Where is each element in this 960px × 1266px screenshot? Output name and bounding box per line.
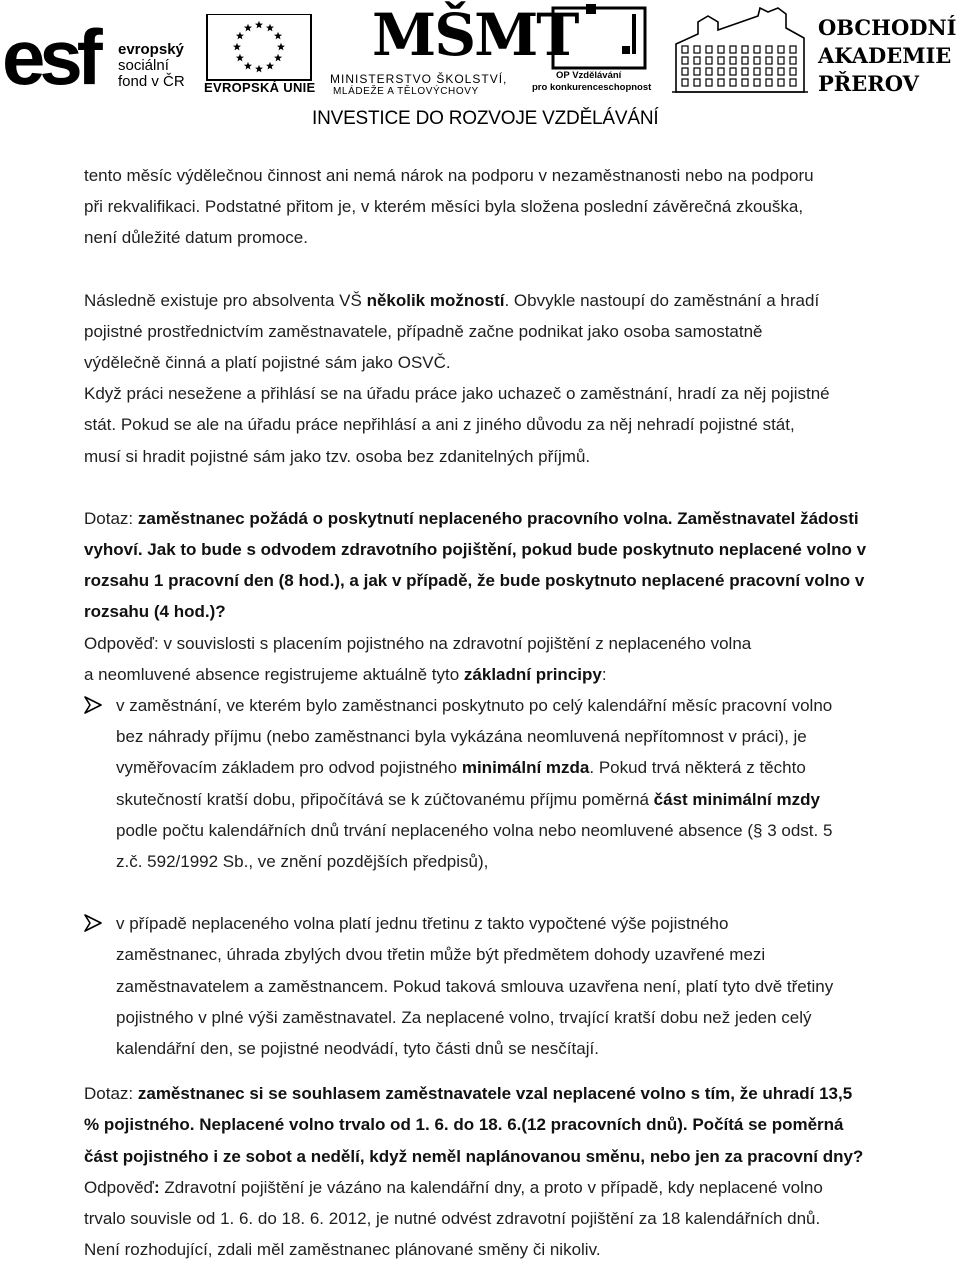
bullet-line: pojistného v plné výši zaměstnavatel. Za neplacené volno, trvající kratší dobu než jeden celý: [116, 1007, 812, 1027]
building-window-icon: [766, 79, 772, 86]
bold-run: vyhoví. Jak to bude s odvodem zdravotního pojištění, pokud bude poskytnuto neplacené volno v: [84, 540, 867, 560]
arrow-bullet-icon: [84, 914, 102, 932]
question-line: [84, 1078, 930, 1109]
building-window-icon: [742, 79, 748, 86]
msmt-mark: MŠMT: [372, 1, 578, 69]
text-run: a neomluvené absence registrujeme aktuálně tyto: [84, 664, 464, 684]
question-line: [84, 1141, 930, 1172]
building-window-icon: [742, 57, 748, 64]
esf-line3: fond v ČR: [118, 73, 185, 90]
bullet-line: [116, 784, 930, 815]
building-window-icon: [694, 68, 700, 75]
paragraph-line: při rekvalifikaci. Podstatné přitom je, v kterém měsíci byla složena poslední závěrečná zkouška,: [84, 197, 804, 217]
paragraph-line: výdělečně činná a platí pojistné sám jako OSVČ.: [84, 353, 451, 373]
text-run: vyměřovacím základem pro odvod pojistného: [116, 758, 462, 778]
text-run: . Obvykle nastoupí do zaměstnání a hradí: [504, 290, 820, 310]
question-line: [84, 565, 930, 596]
question-line: [84, 596, 930, 627]
building-window-icon: [730, 79, 736, 86]
text-run: Následně existuje pro absolventa VŠ: [84, 290, 367, 310]
oa-line2: AKADEMIE: [818, 43, 952, 68]
eu-caption: EVROPSKÁ UNIE: [204, 80, 316, 95]
bold-run: zaměstnanec si se souhlasem zaměstnavatele vzal neplacené volno s tím, že uhradí 13,5: [137, 1084, 853, 1104]
paragraph-line: stát. Pokud se ale na úřadu práce nepřihlásí a ani z jiného důvodu za něj nehradí pojistné stát,: [84, 415, 795, 435]
building-window-icon: [766, 57, 772, 64]
building-window-icon: [754, 68, 760, 75]
invest-caption: INVESTICE DO ROZVOJE VZDĚLÁVÁNÍ: [312, 108, 659, 129]
esf-line1: evropský: [118, 41, 184, 58]
text-run: :: [601, 664, 607, 684]
esf-words: [118, 42, 185, 90]
building-window-icon: [694, 57, 700, 64]
spacer: [84, 1064, 930, 1078]
opvk-line2: pro konkurenceschopnost: [532, 82, 652, 93]
school-building-icon: [668, 4, 812, 96]
bold-run: rozsahu 1 pracovní den (8 hod.), a jak v případě, že bude poskytnuto neplacené pracovní volno v: [84, 571, 865, 591]
document-body: [84, 160, 930, 1266]
spacer: [84, 472, 930, 503]
building-window-icon: [754, 79, 760, 86]
building-window-icon: [790, 57, 796, 64]
esf-logo-icon: [0, 13, 200, 101]
paragraph-line: tento měsíc výdělečnou činnost ani nemá nárok na podporu v nezaměstnanosti nebo na podporu: [84, 166, 814, 185]
answer-line: [84, 659, 930, 690]
paragraph-line: Když práci nesežene a přihlásí se na úřadu práce jako uchazeč o zaměstnání, hradí za něj pojistné: [84, 384, 830, 404]
building-window-icon: [694, 79, 700, 86]
building-window-icon: [730, 46, 736, 53]
paragraph-line: [84, 285, 930, 316]
building-window-icon: [706, 68, 712, 75]
building-window-icon: [718, 46, 724, 53]
building-window-icon: [682, 57, 688, 64]
building-window-icon: [778, 57, 784, 64]
bold-run: zaměstnanec požádá o poskytnutí neplaceného pracovního volna. Zaměstnavatel žádosti: [137, 508, 859, 528]
building-window-icon: [706, 57, 712, 64]
bullet-line: zaměstnanec, úhrada zbylých dvou třetin může být předmětem dohody uzavřené mezi: [116, 945, 766, 965]
building-window-icon: [766, 68, 772, 75]
building-window-icon: [778, 46, 784, 53]
oa-logo: [818, 14, 960, 98]
bold-run: rozsahu (4 hod.)?: [84, 602, 226, 622]
spacer: [84, 254, 930, 285]
bold-run: minimální mzda: [461, 758, 590, 778]
building-window-icon: [682, 46, 688, 53]
bullet-line: v zaměstnání, ve kterém bylo zaměstnanci poskytnuto po celý kalendářní měsíc pracovní volno: [116, 696, 833, 716]
building-window-icon: [754, 57, 760, 64]
building-window-icon: [682, 68, 688, 75]
bold-run: :: [154, 1177, 165, 1197]
building-window-icon: [766, 46, 772, 53]
building-window-icon: [718, 79, 724, 86]
building-window-icon: [718, 57, 724, 64]
oa-line1: OBCHODNÍ: [818, 15, 957, 40]
paragraph-line: musí si hradit pojistné sám jako tzv. osoba bez zdanitelných příjmů.: [84, 446, 591, 466]
esf-line2: sociální: [118, 57, 169, 74]
question-line: [84, 534, 930, 565]
bold-run: část minimální mzdy: [653, 789, 820, 809]
bullet-line: bez náhrady příjmu (nebo zaměstnanci byla vykázána neomluvená nepřítomnost v práci), je: [116, 727, 807, 747]
building-window-icon: [730, 57, 736, 64]
bullet-line: [116, 752, 930, 783]
answer-line: [84, 1172, 930, 1203]
msmt-line2: MLÁDEŽE A TĚLOVÝCHOVY: [333, 86, 479, 97]
arrow-bullet-icon: [84, 696, 102, 714]
building-window-icon: [790, 46, 796, 53]
bold-run: základní principy: [463, 664, 602, 684]
question-label: Dotaz:: [84, 508, 138, 528]
building-window-icon: [682, 79, 688, 86]
building-window-icon: [718, 68, 724, 75]
bullet-item: [84, 690, 930, 877]
msmt-line1: MINISTERSTVO ŠKOLSTVÍ,: [330, 72, 508, 86]
bold-run: % pojistného. Neplacené volno trvalo od 1. 6. do 18. 6.(12 pracovních dnů). Počítá se poměrná: [84, 1115, 844, 1135]
question-line: [84, 1109, 930, 1140]
building-window-icon: [730, 68, 736, 75]
msmt-logo-icon: [330, 1, 578, 99]
oa-line3: PŘEROV: [818, 71, 919, 96]
building-window-icon: [754, 46, 760, 53]
building-window-icon: [778, 68, 784, 75]
bold-run: část pojistného i ze sobot a nedělí, když neměl naplánovanou směnu, nebo jen za pracovní dny?: [84, 1146, 864, 1166]
spacer: [84, 877, 930, 908]
question-line: [84, 503, 930, 534]
building-window-icon: [706, 46, 712, 53]
opvk-line1: OP Vzdělávání: [556, 70, 622, 81]
answer-line: Odpověď: v souvislosti s placením pojistného na zdravotní pojištění z neplaceného volna: [84, 633, 752, 653]
paragraph-line: pojistné prostřednictvím zaměstnavatele, případně začne podnikat jako osoba samostatně: [84, 321, 763, 341]
building-window-icon: [742, 46, 748, 53]
bold-run: několik možností: [366, 290, 505, 310]
paragraph-line: není důležité datum promoce.: [84, 228, 308, 248]
bullet-line: v případě neplaceného volna platí jednu třetinu z takto vypočtené výše pojistného: [116, 914, 729, 934]
bullet-line: podle počtu kalendářních dnů trvání neplaceného volna nebo neomluvené absence (§ 3 odst. 5: [116, 820, 833, 840]
building-window-icon: [706, 79, 712, 86]
bullet-line: z.č. 592/1992 Sb., ve znění pozdějších předpisů),: [116, 852, 489, 872]
text-run: Zdravotní pojištění je vázáno na kalendářní dny, a proto v případě, kdy neplacené volno: [164, 1177, 823, 1197]
answer-line: trvalo souvisle od 1. 6. do 18. 6. 2012, je nutné odvést zdravotní pojištění za 18 kalendářních dnů.: [84, 1209, 821, 1229]
building-window-icon: [790, 79, 796, 86]
text-run: skutečností kratší dobu, připočítává se k zúčtovanému příjmu poměrná: [116, 789, 654, 809]
answer-line: Není rozhodující, zdali měl zaměstnanec plánované směny či nikoliv.: [84, 1240, 601, 1260]
building-window-icon: [742, 68, 748, 75]
answer-label: Odpověď: [84, 1177, 154, 1197]
bullet-item: [84, 908, 930, 1064]
header-logos: [0, 0, 960, 135]
bullet-line: zaměstnavatelem a zaměstnancem. Pokud taková smlouva uzavřena není, platí tyto dvě třetiny: [116, 976, 834, 996]
building-window-icon: [778, 79, 784, 86]
esf-mark: esf: [2, 13, 97, 101]
building-window-icon: [694, 46, 700, 53]
question-label: Dotaz:: [84, 1084, 138, 1104]
bullet-line: kalendářní den, se pojistné neodvádí, tyto části dnů se nesčítají.: [116, 1039, 599, 1059]
text-run: . Pokud trvá některá z těchto: [589, 758, 806, 778]
building-window-icon: [790, 68, 796, 75]
